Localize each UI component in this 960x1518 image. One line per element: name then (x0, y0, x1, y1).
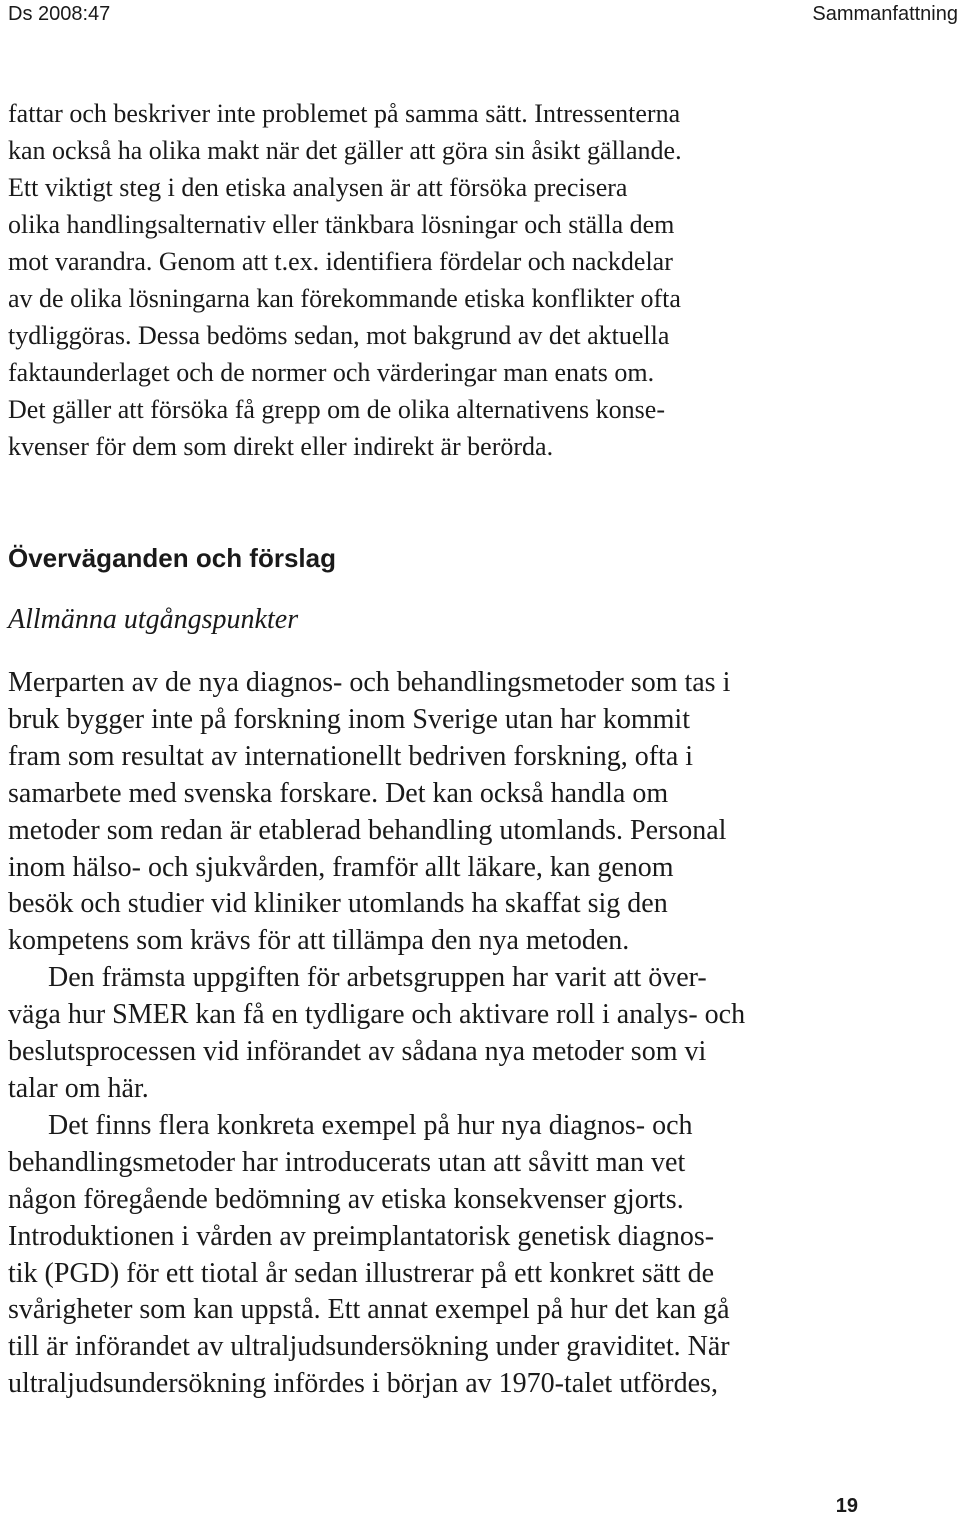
text-line: Den främsta uppgiften för arbetsgruppen har varit att över- (48, 962, 707, 994)
text-line: kan också ha olika makt när det gäller att göra sin åsikt gällande. (8, 136, 682, 165)
text-line: mot varandra. Genom att t.ex. identifiera fördelar och nackdelar (8, 247, 673, 276)
text-line: Det finns flera konkreta exempel på hur nya diagnos- och (48, 1109, 693, 1141)
text-line: fram som resultat av internationellt bedriven forskning, ofta i (8, 740, 694, 772)
text-line: Det gäller att försöka få grepp om de olika alternativens konse- (8, 395, 665, 424)
text-line: väga hur SMER kan få en tydligare och aktivare roll i analys- och (8, 999, 746, 1031)
main-body-text (8, 665, 745, 1403)
text-line: fattar och beskriver inte problemet på samma sätt. Intressenterna (8, 99, 681, 128)
intro-paragraph (8, 95, 682, 465)
text-line: tydliggöras. Dessa bedöms sedan, mot bakgrund av det aktuella (8, 321, 670, 350)
text-line: till är införandet av ultraljudsundersökning under graviditet. När (8, 1331, 730, 1363)
text-line: kompetens som krävs för att tillämpa den nya metoden. (8, 925, 630, 957)
text-line: någon föregående bedömning av etiska konsekvenser gjorts. (8, 1183, 684, 1215)
text-line: samarbete med svenska forskare. Det kan också handla om (8, 777, 669, 809)
document-id: Ds 2008:47 (8, 3, 111, 25)
text-line: ultraljudsundersökning infördes i början av 1970-talet utfördes, (8, 1368, 718, 1400)
text-line: behandlingsmetoder har introducerats utan att såvitt man vet (8, 1146, 686, 1178)
text-line: metoder som redan är etablerad behandling utomlands. Personal (8, 814, 727, 846)
text-line: talar om här. (8, 1072, 149, 1104)
chapter-title: Sammanfattning (812, 3, 958, 25)
text-line: bruk bygger inte på forskning inom Sverige utan har kommit (8, 703, 690, 735)
text-line: Ett viktigt steg i den etiska analysen är att försöka precisera (8, 173, 628, 202)
text-line: inom hälso- och sjukvården, framför allt läkare, kan genom (8, 851, 674, 883)
text-line: tik (PGD) för ett tiotal år sedan illustrerar på ett konkret sätt de (8, 1257, 715, 1289)
text-line: av de olika lösningarna kan förekommande etiska konflikter ofta (8, 284, 681, 313)
page-number: 19 (835, 1495, 858, 1517)
text-line: beslutsprocessen vid införandet av sådana nya metoder som vi (8, 1036, 707, 1068)
text-line: kvenser för dem som direkt eller indirekt är berörda. (8, 432, 554, 461)
text-line: olika handlingsalternativ eller tänkbara lösningar och ställa dem (8, 210, 675, 239)
text-line: svårigheter som kan uppstå. Ett annat exempel på hur det kan gå (8, 1294, 730, 1326)
text-line: Merparten av de nya diagnos- och behandlingsmetoder som tas i (8, 667, 731, 698)
running-header (8, 0, 958, 30)
text-line: faktaunderlaget och de normer och värderingar man enats om. (8, 358, 655, 387)
text-line: besök och studier vid kliniker utomlands ha skaffat sig den (8, 888, 668, 920)
text-line: Introduktionen i vården av preimplantatorisk genetisk diagnos- (8, 1220, 715, 1252)
subsection-heading: Allmänna utgångspunkter (8, 604, 299, 635)
section-heading: Överväganden och förslag (8, 543, 336, 573)
